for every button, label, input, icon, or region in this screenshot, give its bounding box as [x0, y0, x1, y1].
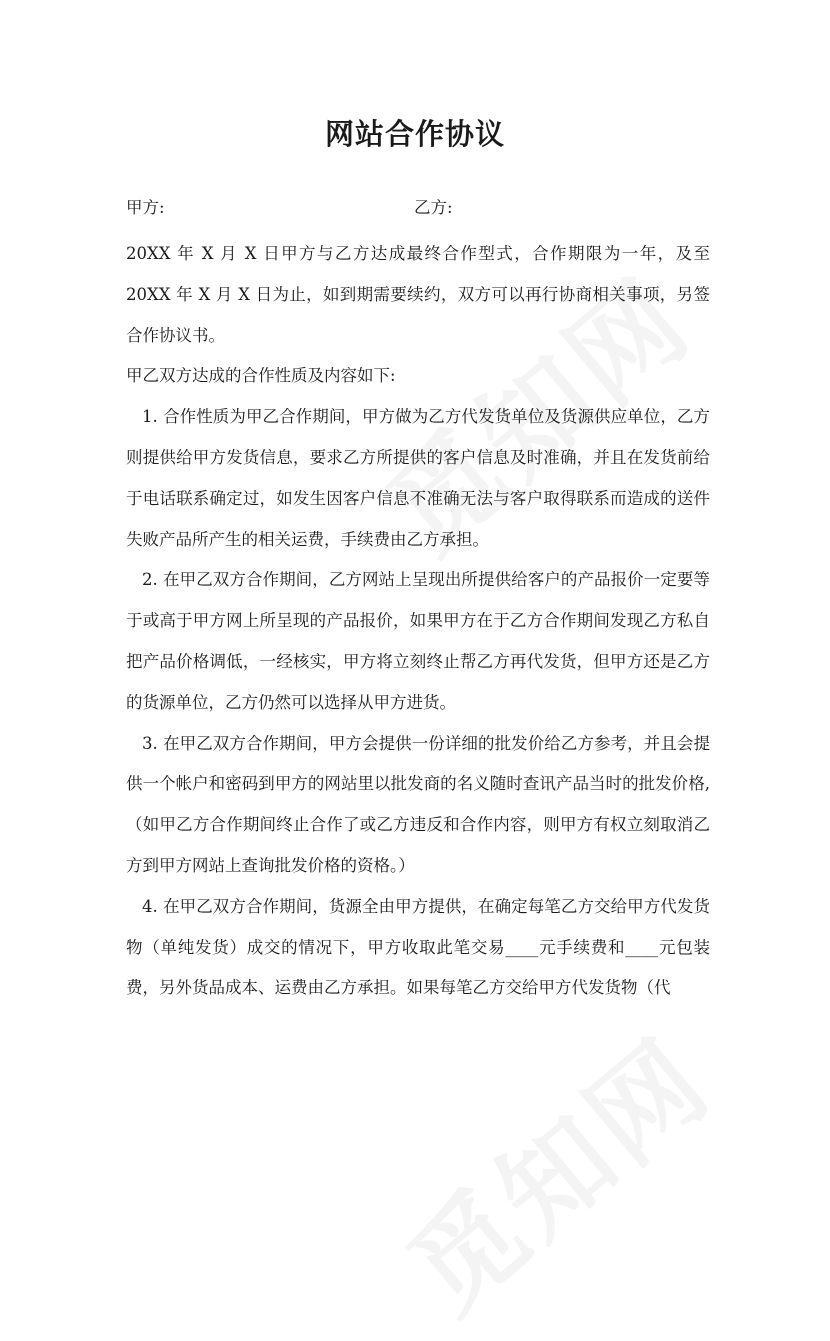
clause-item: 2. 在甲乙双方合作期间，乙方网站上呈现出所提供给客户的产品报价一定要等于或高于甲方网上所呈现的产品报价，如果甲方在于乙方合作期间发现乙方私自把产品价格调低，一经核实，甲方将立刻终止帮乙方再代发货，但甲方还是乙方的货源单位，乙方仍然可以选择从甲方进货。 [126, 570, 710, 712]
page-title: 网站合作协议 [324, 117, 505, 151]
section-heading: 甲乙双方达成的合作性质及内容如下: [126, 366, 396, 386]
intro-paragraph: 20XX 年 X 月 X 日甲方与乙方达成最终合作型式，合作期限为一年，及至 20XX 年 X 月 X 日为止，如到期需要续约，双方可以再行协商相关事项，另签合作协议书。 [126, 244, 710, 345]
watermark [370, 997, 738, 1341]
party-b-label: 乙方: [414, 198, 453, 217]
parties-line [126, 194, 726, 224]
clause-item: 1. 合作性质为甲乙合作期间，甲方做为乙方代发货单位及货源供应单位，乙方则提供给甲方发货信息，要求乙方所提供的客户信息及时准确，并且在发货前给于电话联系确定过，如发生因客户信息不准确无法与客户取得联系而造成的送件失败产品所产生的相关运费，手续费由乙方承担。 [126, 407, 710, 549]
agreement-body [126, 234, 710, 1009]
party-a-label: 甲方: [126, 198, 165, 217]
clause-item: 3. 在甲乙双方合作期间，甲方会提供一份详细的批发价给乙方参考，并且会提供一个帐户和密码到甲方的网站里以批发商的名义随时查讯产品当时的批发价格,（如甲乙方合作期间终止合作了或乙方违反和合作内容，则甲方有权立刻取消乙方到甲方网站上查询批发价格的资格。） [126, 733, 710, 875]
clause-item: 4. 在甲乙双方合作期间，货源全由甲方提供，在确定每笔乙方交给甲方代发货物（单纯发货）成交的情况下，甲方收取此笔交易____元手续费和____元包装费，另外货品成本、运费由乙方承担。如果每笔乙方交给甲方代发货物（代 [126, 896, 710, 998]
